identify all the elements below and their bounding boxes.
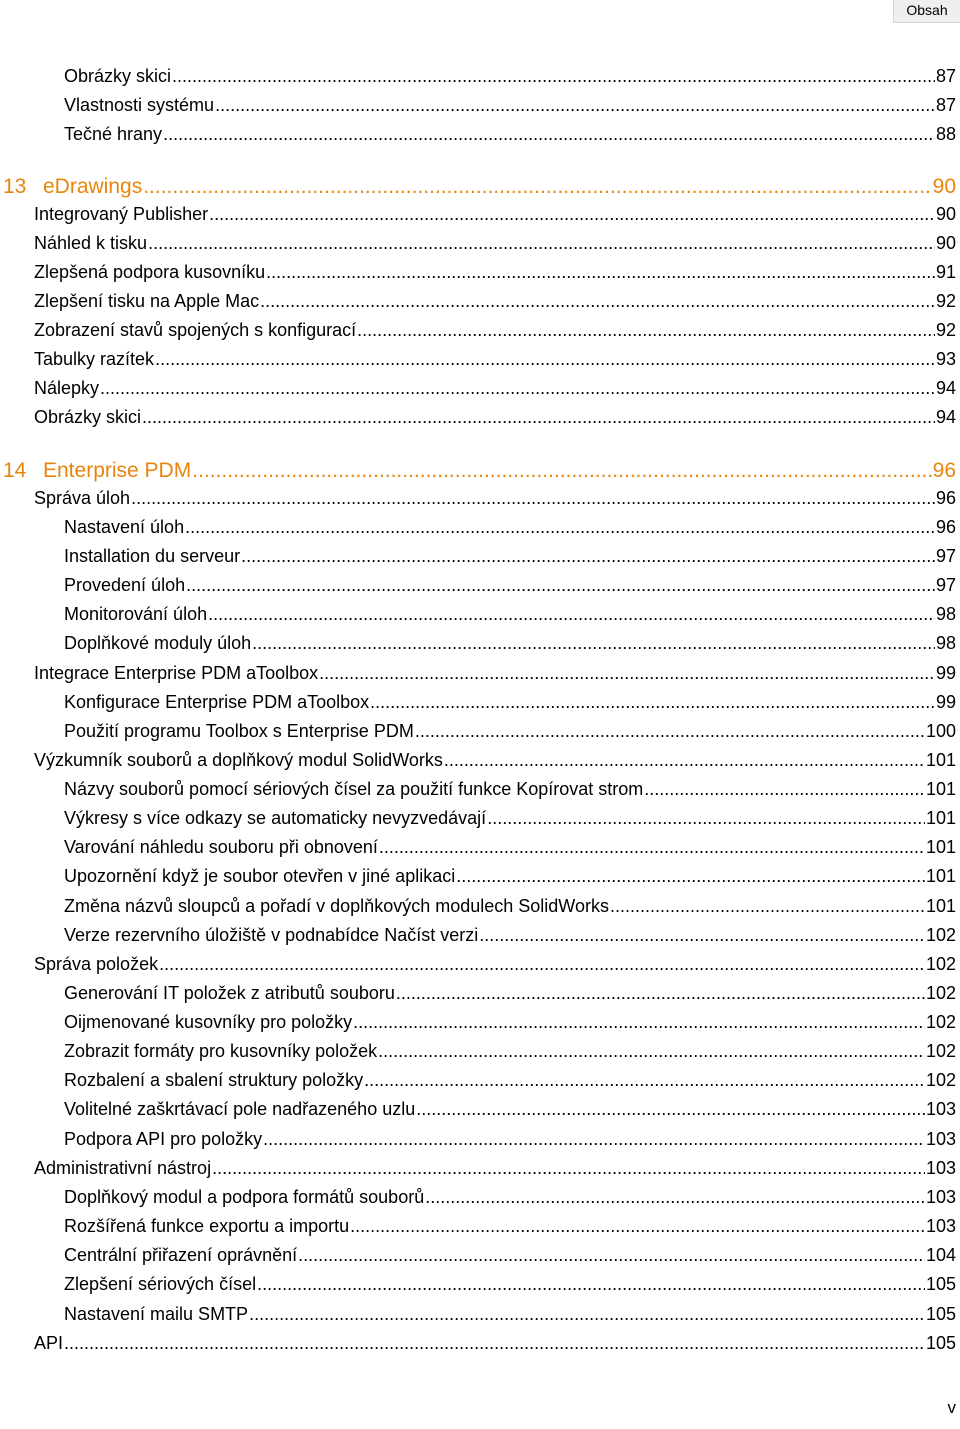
dot-leader [425, 1187, 925, 1208]
dot-leader [379, 837, 925, 858]
toc-entry[interactable] [0, 596, 960, 625]
toc-entry[interactable] [0, 567, 960, 596]
toc-entry[interactable] [0, 1266, 960, 1295]
toc-entry[interactable] [0, 1296, 960, 1325]
toc-entry[interactable] [0, 58, 960, 87]
dot-leader [131, 488, 935, 509]
dot-leader [260, 291, 935, 312]
dot-leader [263, 1129, 925, 1150]
toc-entry-page: 104 [925, 1245, 956, 1265]
dot-leader [416, 1099, 925, 1120]
toc-entry-title: Zlepšení tisku na Apple Mac [34, 291, 260, 311]
chapter-number: 14 [3, 459, 27, 482]
toc-entry-title: Provedení úloh [64, 575, 186, 595]
dot-leader [249, 1304, 925, 1325]
toc-entry-title: Správa položek [34, 954, 159, 974]
toc-entry-title: Výzkumník souborů a doplňkový modul SolidWorks [34, 750, 443, 770]
toc-entry-page: 90 [932, 175, 956, 198]
toc-entry-page: 102 [925, 954, 956, 974]
toc-entry-page: 103 [925, 1099, 956, 1119]
toc-entry-page: 87 [935, 95, 956, 115]
toc-entry-title: Konfigurace Enterprise PDM aToolbox [64, 692, 370, 712]
toc-entry[interactable] [0, 87, 960, 116]
toc-entry[interactable] [0, 480, 960, 509]
chapter-title: Enterprise PDM [43, 459, 192, 482]
dot-leader [370, 692, 935, 713]
dot-leader [456, 866, 925, 887]
toc-entry[interactable] [0, 312, 960, 341]
toc-entry-page: 90 [935, 204, 956, 224]
dot-leader [172, 66, 935, 87]
toc-entry-page: 102 [925, 1041, 956, 1061]
toc-entry[interactable] [0, 1121, 960, 1150]
dot-leader [252, 633, 935, 654]
toc-entry[interactable] [0, 742, 960, 771]
toc-entry[interactable] [0, 1208, 960, 1237]
toc-entry[interactable] [0, 1325, 960, 1354]
toc-entry-page: 102 [925, 983, 956, 1003]
toc-entry-title: Varování náhledu souboru při obnovení [64, 837, 378, 857]
toc-entry[interactable] [0, 254, 960, 283]
toc-entry-title: Obrázky skici [64, 66, 172, 86]
dot-leader [298, 1245, 925, 1266]
toc-entry-title: Integrovaný Publisher [34, 204, 209, 224]
toc-entry-title: Zlepšená podpora kusovníku [34, 262, 266, 282]
toc-entry-title: Nastavení úloh [64, 517, 185, 537]
dot-leader [487, 808, 925, 829]
toc-entry[interactable] [0, 771, 960, 800]
dot-leader [142, 407, 935, 428]
toc-entry-page: 99 [935, 692, 956, 712]
toc-entry[interactable] [0, 625, 960, 654]
toc-entry[interactable] [0, 1004, 960, 1033]
toc-entry-title: Installation du serveur [64, 546, 241, 566]
toc-entry[interactable] [0, 684, 960, 713]
chapter-number: 13 [3, 175, 27, 198]
toc-entry-page: 94 [935, 407, 956, 427]
dot-leader [266, 262, 935, 283]
toc-entry-page: 101 [925, 896, 956, 916]
toc-entry-page: 101 [925, 808, 956, 828]
toc-entry[interactable] [0, 538, 960, 567]
toc-entry[interactable] [0, 858, 960, 887]
dot-leader [415, 721, 925, 742]
toc-entry[interactable] [0, 1179, 960, 1208]
toc-entry[interactable] [0, 1237, 960, 1266]
toc-entry-title: Integrace Enterprise PDM aToolbox [34, 663, 319, 683]
toc-entry[interactable] [0, 713, 960, 742]
dot-leader [257, 1274, 925, 1295]
dot-leader [212, 1158, 925, 1179]
toc-entry-title: Doplňkové moduly úloh [64, 633, 252, 653]
header-tab-obsah: Obsah [893, 0, 960, 23]
toc-entry-page: 101 [925, 779, 956, 799]
dot-leader [364, 1070, 925, 1091]
toc-entry-title: Administrativní nástroj [34, 1158, 212, 1178]
toc-entry-title: Oijmenované kusovníky pro položky [64, 1012, 353, 1032]
dot-leader [64, 1333, 925, 1354]
toc-entry-title: Nastavení mailu SMTP [64, 1304, 249, 1324]
toc-entry-page: 103 [925, 1187, 956, 1207]
toc-entry-page: 99 [935, 663, 956, 683]
toc-entry-page: 90 [935, 233, 956, 253]
dot-leader [319, 663, 935, 684]
toc-entry[interactable] [0, 196, 960, 225]
toc-entry-title: Tabulky razítek [34, 349, 155, 369]
toc-entry-page: 102 [925, 1070, 956, 1090]
dot-leader [100, 378, 935, 399]
dot-leader [644, 779, 925, 800]
toc-entry[interactable] [0, 888, 960, 917]
toc-entry-title: Změna názvů sloupců a pořadí v doplňkových modulech SolidWorks [64, 896, 609, 916]
toc-entry-title: Zobrazení stavů spojených s konfigurací [34, 320, 357, 340]
dot-leader [148, 233, 935, 254]
toc-entry-page: 96 [932, 459, 956, 482]
toc-chapter-entry[interactable] [0, 449, 960, 483]
toc-entry-title: Použití programu Toolbox s Enterprise PDM [64, 721, 414, 741]
toc-entry-page: 103 [925, 1158, 956, 1178]
toc-entry-page: 105 [925, 1304, 956, 1324]
toc-entry-page: 88 [935, 124, 956, 144]
toc-entry[interactable] [0, 509, 960, 538]
toc-entry-page: 102 [925, 925, 956, 945]
toc-entry[interactable] [0, 283, 960, 312]
toc-entry-page: 105 [925, 1333, 956, 1353]
toc-entry-title: Verze rezervního úložiště v podnabídce Načíst verzi [64, 925, 479, 945]
toc-entry[interactable] [0, 946, 960, 975]
dot-leader [357, 320, 935, 341]
dot-leader [479, 925, 925, 946]
toc-entry-title: Doplňkový modul a podpora formátů souborů [64, 1187, 425, 1207]
dot-leader [155, 349, 935, 370]
toc-entry-title: Tečné hrany [64, 124, 163, 144]
toc-entry-page: 93 [935, 349, 956, 369]
toc-entry-page: 103 [925, 1216, 956, 1236]
toc-entry-title: Rozbalení a sbalení struktury položky [64, 1070, 364, 1090]
dot-leader [444, 750, 925, 771]
toc-entry[interactable] [0, 917, 960, 946]
chapter-title: eDrawings [43, 175, 143, 198]
toc-entry-page: 105 [925, 1274, 956, 1294]
dot-leader [208, 604, 935, 625]
toc-entry-title: Vlastnosti systému [64, 95, 215, 115]
dot-leader [159, 954, 925, 975]
toc-entry-title: Obrázky skici [34, 407, 142, 427]
toc-chapter-entry[interactable] [0, 165, 960, 199]
toc-entry-title: Monitorování úloh [64, 604, 208, 624]
dot-leader [353, 1012, 925, 1033]
toc-entry[interactable] [0, 116, 960, 145]
toc-entry-title: Nálepky [34, 378, 100, 398]
toc-entry-page: 100 [925, 721, 956, 741]
toc-entry-title: Generování IT položek z atributů souboru [64, 983, 395, 1003]
dot-leader [610, 896, 925, 917]
toc-entry-page: 101 [925, 837, 956, 857]
dot-leader [185, 517, 935, 538]
toc-entry[interactable] [0, 399, 960, 428]
toc-entry-title: Rozšířená funkce exportu a importu [64, 1216, 350, 1236]
toc-entry-title: Náhled k tisku [34, 233, 148, 253]
toc-entry-page: 92 [935, 320, 956, 340]
toc-entry-title: Výkresy s více odkazy se automaticky nevyzvedávají [64, 808, 487, 828]
toc-entry-title: API [34, 1333, 64, 1353]
toc-entry[interactable] [0, 370, 960, 399]
dot-leader [350, 1216, 925, 1237]
toc-entry-title: Centrální přiřazení oprávnění [64, 1245, 298, 1265]
toc-entry[interactable] [0, 800, 960, 829]
toc-entry-page: 101 [925, 750, 956, 770]
toc-entry-page: 96 [935, 488, 956, 508]
toc-entry-page: 102 [925, 1012, 956, 1032]
toc-entry-page: 101 [925, 866, 956, 886]
toc-entry-page: 91 [935, 262, 956, 282]
toc-entry-title: Zobrazit formáty pro kusovníky položek [64, 1041, 378, 1061]
toc-entry-page: 97 [935, 575, 956, 595]
toc-entry-page: 92 [935, 291, 956, 311]
dot-leader [396, 983, 925, 1004]
toc-entry-title: Zlepšení sériových čísel [64, 1274, 257, 1294]
toc-entry[interactable] [0, 1033, 960, 1062]
toc-entry[interactable] [0, 225, 960, 254]
toc-entry-page: 98 [935, 604, 956, 624]
toc-entry[interactable] [0, 655, 960, 684]
toc-entry-title: Správa úloh [34, 488, 131, 508]
toc-entry[interactable] [0, 341, 960, 370]
toc-entry[interactable] [0, 829, 960, 858]
dot-leader [241, 546, 935, 567]
page-number: v [947, 1398, 956, 1417]
toc-entry-page: 94 [935, 378, 956, 398]
toc-entry[interactable] [0, 1150, 960, 1179]
toc-entry-page: 87 [935, 66, 956, 86]
dot-leader [215, 95, 935, 116]
toc-entry-page: 96 [935, 517, 956, 537]
toc-entry-page: 98 [935, 633, 956, 653]
dot-leader [186, 575, 935, 596]
toc-entry[interactable] [0, 975, 960, 1004]
toc-entry-page: 97 [935, 546, 956, 566]
toc-entry[interactable] [0, 1091, 960, 1120]
toc-entry-title: Podpora API pro položky [64, 1129, 263, 1149]
toc-entry-title: Volitelné zaškrtávací pole nadřazeného uzlu [64, 1099, 416, 1119]
toc-entry-title: Upozornění když je soubor otevřen v jiné aplikaci [64, 866, 456, 886]
toc-entry-title: Názvy souborů pomocí sériových čísel za použití funkce Kopírovat strom [64, 779, 644, 799]
toc-entry-page: 103 [925, 1129, 956, 1149]
toc-entry[interactable] [0, 1062, 960, 1091]
dot-leader [378, 1041, 925, 1062]
dot-leader [209, 204, 935, 225]
dot-leader [163, 124, 935, 145]
